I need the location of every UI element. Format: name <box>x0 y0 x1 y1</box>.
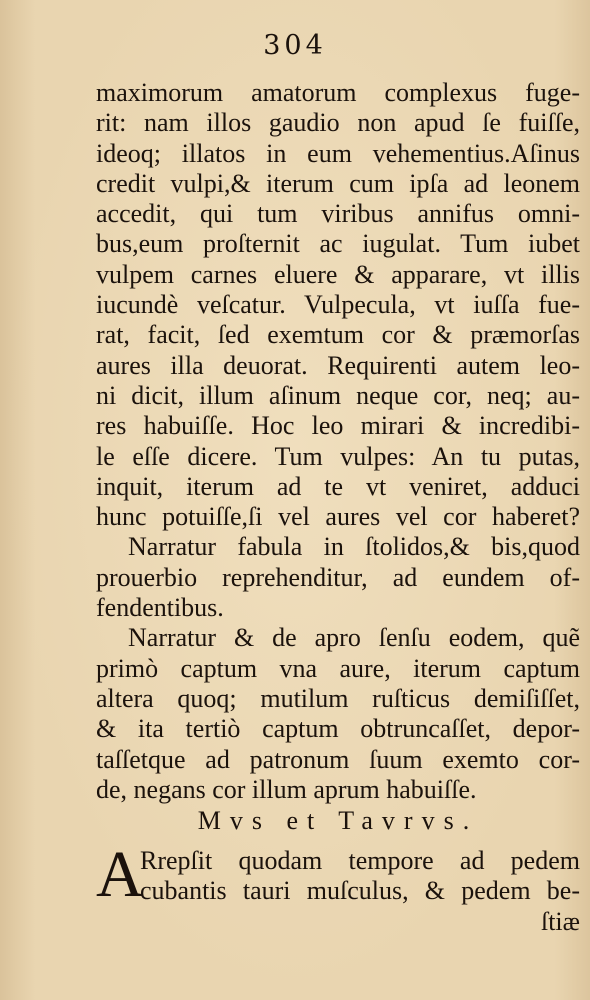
text-line: hunc potuiſſe,ſi vel aures vel cor haberet? <box>96 502 580 532</box>
page-number: 304 <box>263 30 327 61</box>
text-line: aures illa deuorat. Requirenti autem leo- <box>96 350 580 380</box>
text-line: res habuiſſe. Hoc leo mirari & incredibi- <box>96 411 580 441</box>
text-line: fendentibus. <box>96 593 224 623</box>
text-line: taſſetque ad patronum ſuum exemto cor- <box>96 744 580 774</box>
text-line: prouerbio reprehenditur, ad eundem of- <box>96 562 580 592</box>
text-line: accedit, qui tum viribus annifus omni- <box>96 199 580 229</box>
text-line: rit: nam illos gaudio non apud ſe fuiſſe, <box>96 108 580 138</box>
text-line: altera quoq; mutilum ruſticus demiſiſſet, <box>96 683 580 713</box>
text-line: & ita tertiò captum obtruncaſſet, depor- <box>96 714 580 744</box>
text-line: de, negans cor illum aprum habuiſſe. <box>96 774 477 804</box>
text-line: cubantis tauri muſculus, & pedem be- <box>140 876 580 906</box>
text-line: Narratur & de apro ſenſu eodem, quẽ <box>128 623 580 653</box>
text-line: Narratur fabula in ſtolidos,& bis,quod <box>128 532 580 562</box>
text-line: rat, facit, ſed exemtum cor & præmorſas <box>96 320 580 350</box>
text-line: inquit, iterum ad te vt veniret, adduci <box>96 471 580 501</box>
text-line: bus,eum proſternit ac iugulat. Tum iubet <box>96 229 580 259</box>
text-line: primò captum vna aure, iterum captum <box>96 653 580 683</box>
text-line: maximorum amatorum complexus fuge- <box>96 78 580 107</box>
fable-text-block <box>96 846 580 937</box>
text-line: le eſſe dicere. Tum vulpes: An tu putas, <box>96 441 580 471</box>
text-line: iucundè veſcatur. Vulpecula, vt iuſſa fue- <box>96 290 580 320</box>
fable-heading: Mvs et Tavrvs. <box>197 806 479 835</box>
text-line: Rrepſit quodam tempore ad pedem <box>140 846 580 875</box>
catchword: ſtiæ <box>540 906 580 936</box>
text-line: credit vulpi,& iterum cum ipſa ad leonem <box>96 168 580 198</box>
text-line: vulpem carnes eluere & apparare, vt illis <box>96 259 580 289</box>
drop-cap: A <box>96 838 144 911</box>
text-line: ni dicit, illum aſinum neque cor, neq; au- <box>96 380 580 410</box>
main-text-block <box>96 78 580 805</box>
text-line: ideoq; illatos in eum vehementius.Aſinus <box>96 138 580 168</box>
